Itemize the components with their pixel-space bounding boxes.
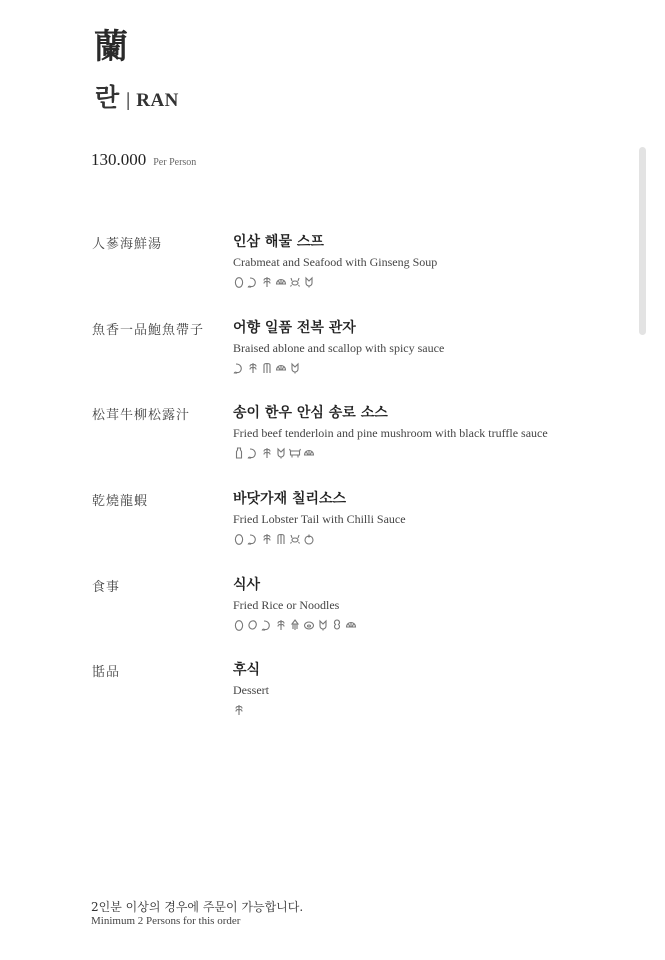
wheat-icon bbox=[247, 362, 259, 374]
course-hanja: 人蔘海鮮湯 bbox=[92, 237, 163, 252]
course-hanja: 食事 bbox=[92, 580, 121, 595]
peanut-icon bbox=[331, 619, 343, 631]
chicken-icon bbox=[317, 619, 329, 631]
menu-title-korean: 란 bbox=[95, 83, 120, 112]
course-korean-name: 어향 일품 전복 관자 bbox=[233, 320, 356, 336]
wheat-icon bbox=[261, 447, 273, 459]
price-unit: Per Person bbox=[153, 157, 197, 168]
wheat-icon bbox=[261, 533, 273, 545]
menu-title bbox=[95, 78, 179, 114]
course-korean-name: 바닷가재 칠리소스 bbox=[233, 491, 347, 507]
course-english-name: Braised ablone and scallop with spicy sauce bbox=[233, 341, 445, 355]
course-korean-name: 후식 bbox=[233, 662, 261, 678]
course-korean-name: 인삼 해물 스프 bbox=[233, 234, 324, 250]
order-note-korean: 2인분 이상의 경우에 주문이 가능합니다. bbox=[91, 900, 304, 914]
chicken-icon bbox=[303, 276, 315, 288]
chicken-icon bbox=[275, 447, 287, 459]
course-hanja: 魚香一品鮑魚帶子 bbox=[92, 323, 205, 338]
allergen-icons bbox=[233, 362, 301, 376]
course-hanja: 乾燒龍蝦 bbox=[92, 494, 149, 509]
shrimp-icon bbox=[233, 362, 245, 374]
course-english-name: Fried beef tenderloin and pine mushroom with black truffle sauce bbox=[233, 426, 548, 440]
soybean-icon bbox=[247, 619, 259, 631]
course-english-name: Crabmeat and Seafood with Ginseng Soup bbox=[233, 255, 438, 269]
title-separator: | bbox=[125, 90, 132, 111]
course-hanja: 松茸牛柳松露汁 bbox=[92, 408, 191, 423]
shrimp-icon bbox=[247, 533, 259, 545]
egg-icon bbox=[233, 533, 245, 545]
menu-title-english: RAN bbox=[136, 90, 179, 111]
course-korean-name: 식사 bbox=[233, 577, 261, 593]
menu-title-hanja: 蘭 bbox=[94, 27, 128, 67]
shellfish-icon bbox=[275, 276, 287, 288]
order-note-english: Minimum 2 Persons for this order bbox=[91, 915, 241, 927]
course-english-name: Dessert bbox=[233, 683, 269, 697]
chicken-icon bbox=[289, 362, 301, 374]
wheat-icon bbox=[233, 704, 245, 716]
allergen-icons bbox=[233, 276, 315, 290]
wheat-icon bbox=[275, 619, 287, 631]
shellfish-icon bbox=[275, 362, 287, 374]
shellfish-icon bbox=[345, 619, 357, 631]
tomato-icon bbox=[303, 533, 315, 545]
allergen-icons bbox=[233, 447, 315, 461]
wheat-icon bbox=[261, 276, 273, 288]
milk-icon bbox=[233, 447, 245, 459]
beef-icon bbox=[289, 447, 301, 459]
pork-icon bbox=[303, 619, 315, 631]
crab-icon bbox=[289, 533, 301, 545]
course-korean-name: 송이 한우 안심 송로 소스 bbox=[233, 405, 388, 421]
shrimp-icon bbox=[261, 619, 273, 631]
price: 130.000 bbox=[91, 150, 147, 169]
shrimp-icon bbox=[247, 276, 259, 288]
course-english-name: Fried Lobster Tail with Chilli Sauce bbox=[233, 512, 406, 526]
course-hanja: 甛品 bbox=[92, 665, 121, 680]
price-row bbox=[91, 150, 196, 170]
crab-icon bbox=[289, 276, 301, 288]
shrimp-icon bbox=[247, 447, 259, 459]
celery-icon bbox=[275, 533, 287, 545]
allergen-icons bbox=[233, 704, 245, 718]
egg-icon bbox=[233, 276, 245, 288]
scrollbar-thumb[interactable] bbox=[639, 147, 646, 335]
egg-icon bbox=[233, 619, 245, 631]
shellfish-icon bbox=[303, 447, 315, 459]
course-english-name: Fried Rice or Noodles bbox=[233, 598, 340, 612]
allergen-icons bbox=[233, 533, 315, 547]
squid-icon bbox=[289, 619, 301, 631]
allergen-icons bbox=[233, 619, 357, 633]
celery-icon bbox=[261, 362, 273, 374]
